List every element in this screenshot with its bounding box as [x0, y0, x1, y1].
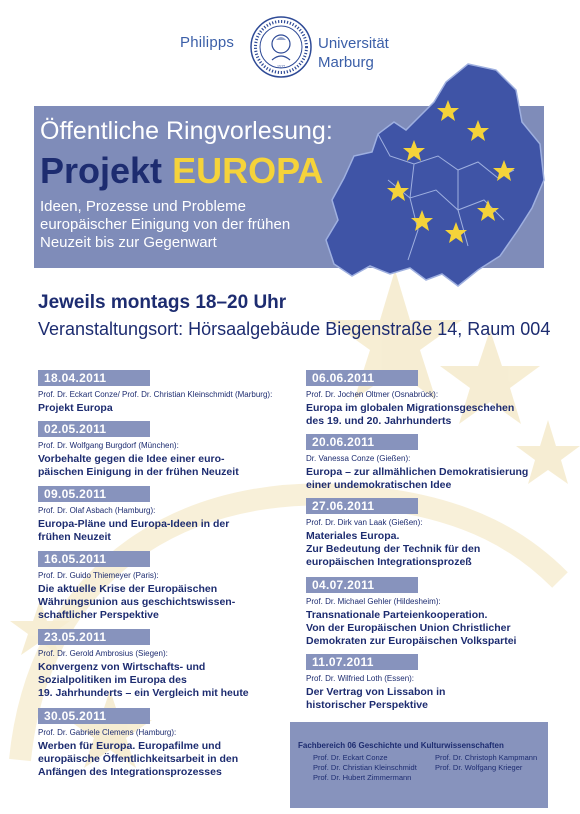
banner-title [40, 150, 323, 192]
lecture-speaker: Prof. Dr. Guido Thiemeyer (Paris): [38, 571, 159, 580]
lecture-title-line: Der Vertrag von Lissabon in [306, 686, 446, 698]
lecture-title [306, 402, 554, 428]
lecture-speaker: Prof. Dr. Eckart Conze/ Prof. Dr. Christian Kleinschmidt (Marburg): [38, 390, 273, 399]
banner-description [40, 198, 330, 252]
lecture-speaker: Prof. Dr. Gabriele Clemens (Hamburg): [38, 728, 177, 737]
lecture-title-line: Transnationale Parteienkooperation. [306, 609, 488, 621]
university-name-left: Philipps [180, 34, 235, 51]
banner-desc-line: Ideen, Prozesse und Probleme [40, 198, 246, 215]
lecture-speaker: Prof. Dr. Jochen Oltmer (Osnabrück): [306, 390, 439, 399]
lecture-title [38, 583, 296, 622]
lecture-title-line: Projekt Europa [38, 402, 113, 414]
lecture-title-line: päischen Einigung in der frühen Neuzeit [38, 466, 239, 478]
lecture-speaker: Prof. Dr. Dirk van Laak (Gießen): [306, 518, 423, 527]
lecture-title-line: Vorbehalte gegen die Idee einer euro- [38, 453, 225, 465]
lecture-title [306, 609, 554, 648]
organizer-person: Prof. Dr. Wolfgang Krieger [435, 763, 523, 772]
lecture-title-line: des 19. und 20. Jahrhunderts [306, 415, 452, 427]
lecture-date: 30.05.2011 [38, 708, 150, 724]
lecture-speaker: Prof. Dr. Wilfried Loth (Essen): [306, 674, 415, 683]
organizer-person: Prof. Dr. Hubert Zimmermann [313, 773, 412, 782]
lecture-title-line: Währungsunion aus geschichtswissen- [38, 596, 236, 608]
lecture-speaker: Prof. Dr. Michael Gehler (Hildesheim): [306, 597, 441, 606]
lecture-date: 02.05.2011 [38, 421, 150, 437]
lecture-speaker: Prof. Dr. Olaf Asbach (Hamburg): [38, 506, 156, 515]
lecture-title [38, 402, 296, 415]
europe-map-icon [318, 60, 548, 292]
lecture-title-line: Europa im globalen Migrationsgeschehen [306, 402, 515, 414]
lecture-date: 11.07.2011 [306, 654, 418, 670]
banner-title-accent: EUROPA [172, 150, 324, 191]
lecture-title [306, 686, 554, 712]
seal-year: 1527 [277, 64, 285, 69]
lecture-title-line: historischer Perspektive [306, 699, 428, 711]
lecture-entry [38, 485, 296, 544]
lecture-title-line: Zur Bedeutung der Technik für den [306, 543, 481, 555]
lecture-title [306, 530, 554, 569]
lecture-title-line: frühen Neuzeit [38, 531, 111, 543]
lecture-title-line: Sozialpolitiken im Europa des [38, 674, 187, 686]
university-seal-icon [250, 16, 312, 78]
lecture-title-line: Werben für Europa. Europafilme und [38, 740, 221, 752]
lecture-speaker: Prof. Dr. Gerold Ambrosius (Siegen): [38, 649, 168, 658]
lecture-speaker: Prof. Dr. Wolfgang Burgdorf (München): [38, 441, 179, 450]
lecture-title [38, 453, 296, 479]
organizer-person: Prof. Dr. Eckart Conze [313, 753, 388, 762]
lecture-title-line: Europa – zur allmählichen Demokratisierung [306, 466, 529, 478]
lecture-date: 18.04.2011 [38, 370, 150, 386]
lecture-speaker: Dr. Vanessa Conze (Gießen): [306, 454, 411, 463]
organizer-heading: Fachbereich 06 Geschichte und Kulturwissenschaften [298, 741, 504, 750]
banner-desc-line: Neuzeit bis zur Gegenwart [40, 234, 217, 251]
lecture-title [38, 740, 296, 779]
venue: Veranstaltungsort: Hörsaalgebäude Biegenstraße 14, Raum 004 [38, 319, 551, 339]
lecture-title-line: Europa-Pläne und Europa-Ideen in der [38, 518, 230, 530]
lecture-title-line: Materiales Europa. [306, 530, 400, 542]
banner-desc-line: europäischer Einigung von der frühen [40, 216, 291, 233]
lecture-title-line: einer undemokratischen Idee [306, 479, 452, 491]
lecture-entry [306, 433, 554, 492]
lecture-entry [38, 550, 296, 622]
lecture-date: 04.07.2011 [306, 577, 418, 593]
lecture-title [38, 661, 296, 700]
lecture-date: 23.05.2011 [38, 629, 150, 645]
university-name-marburg: Marburg [318, 54, 374, 71]
lecture-date: 06.06.2011 [306, 370, 418, 386]
lecture-title-line: 19. Jahrhunderts – ein Vergleich mit heute [38, 687, 249, 699]
university-name-universitaet: Universität [318, 35, 389, 52]
organizer-person: Prof. Dr. Christian Kleinschmidt [313, 763, 417, 772]
lecture-title-line: Demokraten zur Europäischen Volkspartei [306, 635, 517, 647]
lecture-date: 20.06.2011 [306, 434, 418, 450]
lecture-title-line: Konvergenz von Wirtschafts- und [38, 661, 206, 673]
banner-title-main: Projekt [40, 150, 163, 191]
lecture-entry [306, 653, 554, 712]
lecture-entry [38, 420, 296, 479]
lecture-title-line: schaftlicher Perspektive [38, 609, 159, 621]
lecture-title-line: europäische Öffentlichkeitsarbeit in den [38, 753, 239, 765]
lecture-entry [38, 628, 296, 700]
lecture-title [306, 466, 554, 492]
lecture-title-line: Von der Europäischen Union Christlicher [306, 622, 511, 634]
lecture-date: 16.05.2011 [38, 551, 150, 567]
organizer-person: Prof. Dr. Christoph Kampmann [435, 753, 538, 762]
lecture-title-line: europäischen Integrationsprozeß [306, 556, 472, 568]
lecture-title-line: Anfängen des Integrationsprozesses [38, 766, 222, 778]
lecture-entry [306, 497, 554, 569]
lecture-title-line: Die aktuelle Krise der Europäischen [38, 583, 218, 595]
lecture-entry [38, 369, 296, 415]
lecture-date: 09.05.2011 [38, 486, 150, 502]
banner-kicker: Öffentliche Ringvorlesung: [40, 117, 333, 145]
lecture-entry [38, 707, 296, 779]
lecture-entry [306, 369, 554, 428]
schedule-time: Jeweils montags 18–20 Uhr [38, 292, 287, 313]
lecture-date: 27.06.2011 [306, 498, 418, 514]
lecture-entry [306, 576, 554, 648]
lecture-title [38, 518, 296, 544]
